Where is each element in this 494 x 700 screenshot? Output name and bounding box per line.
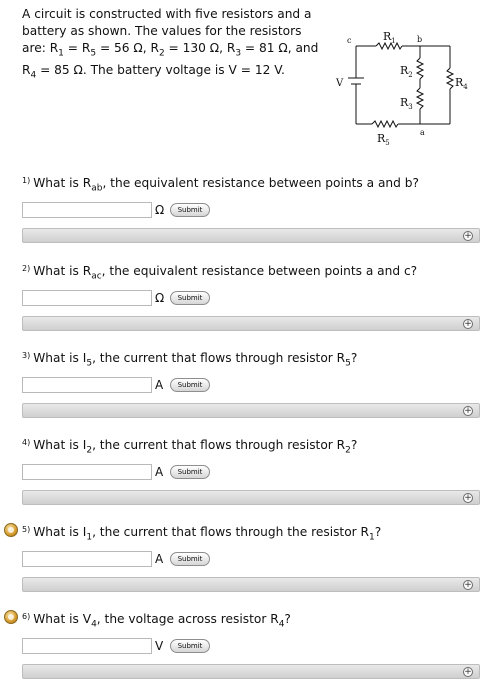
answer-input[interactable] xyxy=(22,202,152,218)
unit-label: V xyxy=(155,639,164,653)
question-text xyxy=(22,525,381,542)
answer-input[interactable] xyxy=(22,551,152,567)
hint-expand-bar[interactable] xyxy=(22,316,480,331)
status-circle-icon xyxy=(4,523,18,537)
question-text-part: What is I xyxy=(33,438,87,452)
question-subscript: ac xyxy=(91,271,102,282)
question-text-part: What is R xyxy=(33,176,92,190)
battery-label-v: V xyxy=(336,78,344,89)
node-label-c: c xyxy=(347,36,352,45)
intro-line-4: $R_4 = 85$ Ω. The battery voltage is V = 12 V. xyxy=(22,63,285,81)
question-text-part: ? xyxy=(374,525,382,539)
question-text-part: , the current that flows through resistor R xyxy=(92,438,346,452)
question-text-part: , the equivalent resistance between points a and c? xyxy=(101,264,418,278)
question-subscript: 2 xyxy=(345,445,351,456)
plus-circle-icon[interactable]: + xyxy=(464,493,472,503)
question-text-part: , the current that flows through the resistor R xyxy=(92,525,370,539)
submit-button[interactable]: Submit xyxy=(170,291,210,305)
unit-label: A xyxy=(155,465,164,479)
submit-button[interactable]: Submit xyxy=(170,378,210,392)
question-text-part: , the current that flows through resistor R xyxy=(92,351,346,365)
resistor-r3 xyxy=(417,88,423,109)
submit-button[interactable]: Submit xyxy=(170,203,210,217)
question-text-part: , the equivalent resistance between points a and b? xyxy=(102,176,419,190)
intro-line-1: A circuit is constructed with five resistors and a xyxy=(22,7,312,21)
plus-circle-icon[interactable]: + xyxy=(464,406,472,416)
question-text xyxy=(22,351,357,368)
question-subscript: ab xyxy=(91,183,103,194)
hint-expand-bar[interactable] xyxy=(22,490,480,505)
unit-label: Ω xyxy=(155,203,165,217)
unit-label: A xyxy=(155,552,164,566)
hint-expand-bar[interactable] xyxy=(22,403,480,418)
question-text xyxy=(22,176,419,193)
plus-circle-icon[interactable]: + xyxy=(464,231,472,241)
plus-circle-icon[interactable]: + xyxy=(464,580,472,590)
hint-expand-bar[interactable] xyxy=(22,228,480,243)
question-number: 6) xyxy=(22,612,31,621)
unit-label: A xyxy=(155,378,164,392)
status-circle-icon xyxy=(4,610,18,624)
question-text-part: ? xyxy=(350,351,358,365)
label-r4: $R_4$ xyxy=(455,76,468,91)
question-text-part: What is V xyxy=(33,612,92,626)
submit-button[interactable]: Submit xyxy=(170,465,210,479)
question-subscript: 5 xyxy=(345,358,351,369)
node-label-a: a xyxy=(420,128,425,137)
plus-circle-icon[interactable]: + xyxy=(464,319,472,329)
resistor-r4 xyxy=(447,68,453,89)
hint-expand-bar[interactable] xyxy=(22,664,480,679)
resistor-r2 xyxy=(417,58,423,79)
unit-label: Ω xyxy=(155,291,165,305)
node-label-b: b xyxy=(417,35,423,44)
answer-input[interactable] xyxy=(22,638,152,654)
problem-statement xyxy=(22,6,322,85)
resistor-r5 xyxy=(372,121,398,127)
resistor-r1 xyxy=(376,43,402,49)
question-subscript: 2 xyxy=(86,445,93,456)
label-r1: $R_1$ xyxy=(383,30,396,45)
question-text-part: , the voltage across resistor R xyxy=(96,612,279,626)
question-text xyxy=(22,612,291,629)
intro-line-3: are: $R_1 = R_5 = 56$ Ω, $R_2 = 130$ Ω, $R_3 = 81$ Ω, and xyxy=(22,41,319,59)
question-text-part: What is R xyxy=(33,264,92,278)
question-text xyxy=(22,438,357,455)
label-r3: $R_3$ xyxy=(400,96,413,111)
question-text-part: What is I xyxy=(33,525,87,539)
submit-button[interactable]: Submit xyxy=(170,639,210,653)
question-number: 1) xyxy=(22,176,31,185)
question-subscript: 5 xyxy=(86,358,93,369)
question-number: 3) xyxy=(22,351,31,360)
submit-button[interactable]: Submit xyxy=(170,552,210,566)
hint-expand-bar[interactable] xyxy=(22,577,480,592)
label-r5: $R_5$ xyxy=(377,132,390,147)
question-number: 4) xyxy=(22,438,31,447)
question-text-part: ? xyxy=(350,438,358,452)
question-text-part: What is I xyxy=(33,351,87,365)
plus-circle-icon[interactable]: + xyxy=(464,667,472,677)
question-text-part: ? xyxy=(284,612,291,626)
question-subscript: 1 xyxy=(86,532,93,543)
question-subscript: 4 xyxy=(91,619,97,630)
answer-input[interactable] xyxy=(22,464,152,480)
question-text xyxy=(22,264,417,281)
question-number: 5) xyxy=(22,525,31,534)
label-r2: $R_2$ xyxy=(400,64,413,79)
answer-input[interactable] xyxy=(22,290,152,306)
circuit-diagram xyxy=(330,24,480,150)
intro-line-2: battery as shown. The values for the resistors xyxy=(22,24,302,38)
question-number: 2) xyxy=(22,264,31,273)
answer-input[interactable] xyxy=(22,377,152,393)
question-subscript: 1 xyxy=(369,532,375,543)
question-subscript: 4 xyxy=(278,619,285,630)
